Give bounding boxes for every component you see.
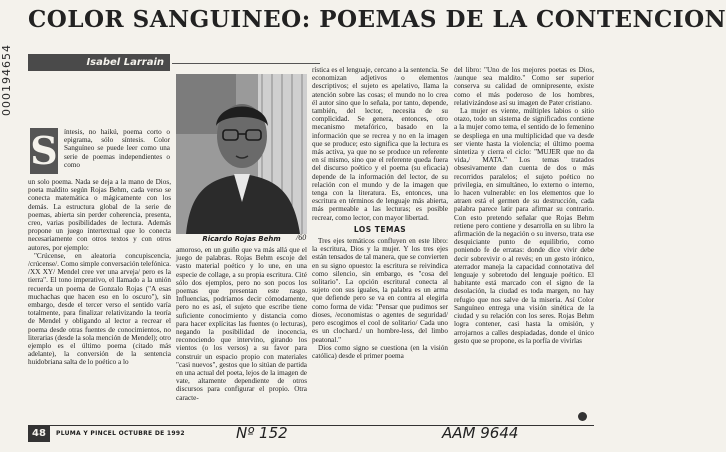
paragraph: Dios como signo se cuestiona (en la visión católica) desde el primer poema: [312, 343, 448, 360]
archive-stamp: 000194654: [0, 44, 13, 116]
column-4: [454, 66, 594, 423]
paragraph: Tres ejes temáticos confluyen en este libro: la escritura, Dios y la mujer. Y los tres ejes están tensados de tal manera, que se convierten en su signo opuesto: la escritura se reivindica como silencio, sin embargo, es "cosa del solitario". La opción escritural conecta al sujeto con sus iguales, la palabra es un arma que defiende pero se va en contra al elegirla como forma de vida: "Pensar que pudimos ser dioses, /economistas o agentes de seguridad/ pero escogimos el cool de solitario/ Cada uno es un clochard./ un hombre-less, del limbo peatonal.": [312, 237, 448, 344]
paragraph: un solo poema. Nada se deja a la mano de Dios, poeta maldito según Rojas Behm, cada verso se conecta matemática o mágicamente con los demás. La estructura global de la serie de poemas, abierta sin perder coherencia, presenta, creo, varias posibilidades de lectura. Además propone un juego intertextual que lo conecta necesariamente con otros textos y con otros autores, por ejemplo:: [28, 178, 171, 252]
paragraph: amoroso, en un guiño que va más allá que el juego de palabras. Rojas Behm escoje del vasto material poético y lo une, en una especie de collage, a su propia escritura. Cité sólo dos ejemplos, pero no son pocos los poemas que presentan este rasgo. Influencias, podríamos decir cómodamente, pero no es así, el sujeto que escribe tiene suficiente conocimiento y distancia como para hacer explícitas las fuentes (o lecturas), negando la posibilidad de inocencia, reconociendo que intervino, girando los vientos (o los versos) a su favor para construir un espacio propio con materiales "casi nuevos", gestos que lo sitúan de partida en una actual del poeta, lejos de la imagen de vate, altamente dependiente de otros discursos para configurar el propio. Otra caracte-: [176, 246, 307, 402]
paragraph: "Crúcense, en aleatoria concupiscencia, /crúcense/. Como simple conversación telefónica. /XX XY/ Mendel cree ver una arveja/ pero es la tierra". El tono imperativo, el llamado a la unión recuerda un poema de Gonzalo Rojas ("A esas muchachas que hacen eso en lo oscuro"), sin embargo, desde el tercer verso el sentido varía totalmente, para finalizar relativizando la teoría de Mendel y obligando al lector a recrear el poema desde otras fuentes de conocimientos, no literarias (desde la sola mención de Mendel); otro ejemplo es el último poema (citado más adelante), la conversión de la sentencia huidobriana salta de lo poético a lo: [28, 251, 171, 367]
column-3: [312, 66, 448, 423]
column-2: [176, 246, 307, 422]
author-photo: [176, 74, 307, 234]
column-1: [28, 178, 171, 424]
page-number: 48: [28, 426, 50, 442]
header-rule: [172, 63, 320, 64]
author-byline: Isabel Larrain: [28, 54, 170, 71]
photo-mark: /60: [296, 233, 307, 242]
publication-footer: PLUMA Y PINCEL OCTUBRE DE 1992: [56, 430, 185, 437]
end-of-article-icon: [578, 412, 587, 421]
paragraph: rística es el lenguaje, cercano a la sentencia. Se economizan adjetivos o elementos descriptivos; el sujeto es apelativo, llama la atención sobre las cosas; el mundo no lo crea él autor sino que lo señala, por tanto, depende, también, del lector, necesita de su complicidad. Se genera, entonces, otro mecanismo metafórico, basado en la información que se recrea y no en la imagen que se produce; esto significa que la lectura es más activa, ya que no se produce un referente en sí mismo, sino que el referente queda fuera del discurso poético y el poema (su eficacia) depende de la información del lector, de su relación con el mundo y de la imagen que tenga con la literatura. Es, entonces, una escritura en términos de lenguaje más abierta, más permeable a las lecturas; es posible recrear, como lector, con mayor libertad.: [312, 66, 448, 222]
portrait-image: [176, 74, 307, 234]
drop-cap: S: [30, 128, 58, 173]
handwritten-number: Nº 152: [236, 424, 288, 442]
photo-caption: Ricardo Rojas Behm: [202, 235, 281, 243]
paragraph: La mujer es viente, múltiples labios o sitio otazo, todo un sistema de significados contiene a la mujer como tema, el sentido de lo femenino se despliega en una multiplicidad que va desde ser viente hasta la violencia; el último poema sintetiza y cierra el ciclo: "MUJER que no da vida,/ MATA." Los temas tratados obsesivamente dan cuenta de dos o más recorridos paralelos; el sujeto poético no privilegia, en simultáneo, lo externo o interno, lo hacen vulnerable: en los elementos que lo atraen está el germen de su destrucción, cada palabra parece latir para afirmar su contrario. Con esto pretendo señalar que Rojas Behm retiene pero contiene y desarrolla en su libro la afirmación de la negación o su inverso, trata ese desquiciante punto de equilibrio, como poniendo fe de erratas: donde dice vivir debe decir sobrevivir o al revés; en un gesto irónico, aterrador maneja la capacidad connotativa del lenguaje y sobretodo del lenguaje poético. El habitante está marcado con el signo de la desolación, la ciudad es toda margen, no hay refugio que nos salve de la miseria. Así Color Sanguíneo entrega una visión sinética de la ciudad y su relación con los seres. Rojas Behm logra contener, casi hasta la omisión, y arrojarnos a calles despiadadas, donde el único gesto que se propone, es la porfía de vivirlas: [454, 107, 594, 345]
paragraph: del libro: "Uno de los mejores poetas es Dios, /aunque sea maldito." Como ser superior conserva su calidad de omnipresente, existe como el más poderoso de los hombres, relativizándose así su imagen de Pater cristiano.: [454, 66, 594, 107]
handwritten-code: AAM 9644: [442, 424, 519, 442]
article-title: COLOR SANGUINEO: POEMAS DE LA CONTENCION: [28, 6, 726, 33]
lead-paragraph: íntesis, no haikú, poema corto o epigrama, sólo síntesis. Color Sanguíneo se puede leer como una serie de poemas independientes o como: [64, 128, 170, 169]
section-subhead: LOS TEMAS: [353, 224, 407, 234]
